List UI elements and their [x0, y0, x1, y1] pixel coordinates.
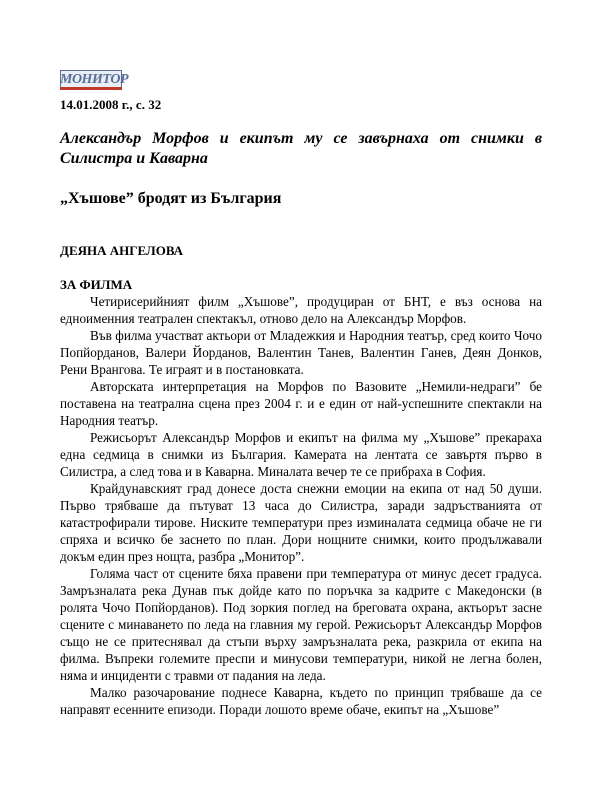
paragraph: Четирисерийният филм „Хъшове”, продуциран от БНТ, е въз основа на едноименния театрален спектакъл, отново дело на Александър Морфов. — [60, 294, 542, 326]
article-page — [60, 70, 542, 718]
paragraph: Крайдунавският град донесе доста снежни емоции на екипа от над 50 души. Първо трябваше да пътуват 13 часа до Силистра, заради задръстванията от катастрофирали тирове. Ниските температури през изминалата седмица обаче не ги спряха и всичко бе заснето по план. Дори нощните снимки, които продължавали докъм един през нощта, разбра „Монитор”. — [60, 481, 542, 564]
date-page-line: 14.01.2008 г., с. 32 — [60, 97, 162, 112]
headline: Александър Морфов и екипът му се завърнаха от снимки в Силистра и Каварна — [60, 130, 542, 167]
monitor-logo — [60, 70, 129, 90]
author-name: ДЕЯНА АНГЕЛОВА — [60, 243, 184, 258]
paragraph: Режисьорът Александър Морфов и екипът на филма му „Хъшове” прекараха една седмица в снимки из България. Камерата на лентата се завъртя първо в Силистра, а след това и в Каварна. Миналата вечер те се прибраха в София. — [60, 430, 542, 479]
paragraph: Във филма участват актьори от Младежкия и Народния театър, сред които Чочо Попйорданов, Валери Йорданов, Валентин Танев, Валентин Ганев, Деян Донков, Рени Врангова. Те играят и в постановката. — [60, 328, 542, 377]
article-body — [60, 293, 542, 718]
logo-text: МОНИТОР — [60, 72, 129, 87]
subheadline: „Хъшове” бродят из България — [60, 190, 282, 207]
paragraph: Малко разочарование поднесе Каварна, където по принцип трябваше да се направят есенните епизоди. Поради лошото време обаче, екипът на „Хъшове” — [60, 685, 542, 717]
section-title: ЗА ФИЛМА — [60, 277, 133, 292]
paragraph: Голяма част от сцените бяха правени при температура от минус десет градуса. Замръзналата река Дунав пък дойде като по поръчка за кадрите с Македонски (в ролята Чочо Попйорданов). Под зоркия поглед на бреговата охрана, актьорът засне сцените с минаването по леда на главния му герой. Режисьорът Александър Морфов също не се притеснявал да стъпи върху замръзналата река, разкрила от екипа на филма. Въпреки големите преспи и минусови температури, никой не легна болен, няма и инциденти с травми от падания на леда. — [60, 566, 542, 683]
paragraph: Авторската интерпретация на Морфов по Вазовите „Немили-недраги” бе поставена на театрална сцена през 2004 г. и е един от най-успешните спектакли на Народния театър. — [60, 379, 542, 428]
